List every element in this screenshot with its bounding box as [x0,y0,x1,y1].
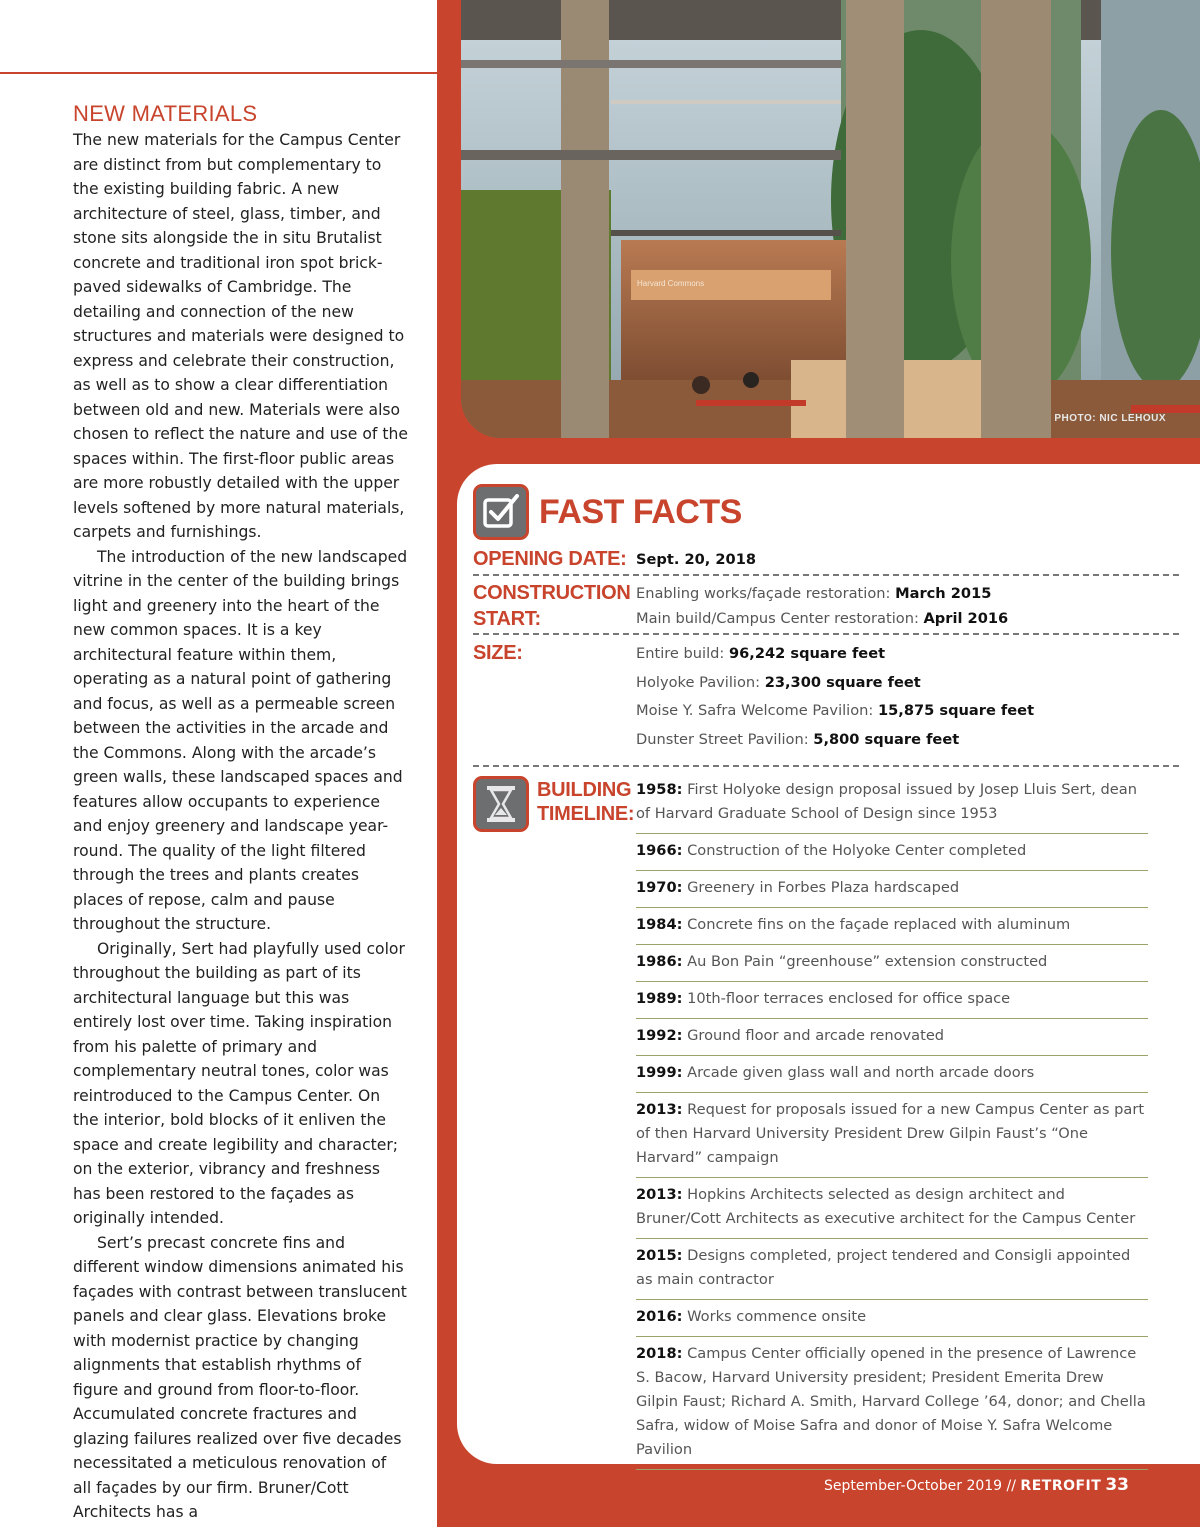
photo-credit: PHOTO: NIC LEHOUX [1054,413,1166,424]
page-footer [824,1475,1129,1495]
divider [473,633,1179,635]
paragraph: The new materials for the Campus Center are distinct from but complementary to the existing building fabric. A new architecture of steel, glass, timber, and stone sits alongside the in situ Brutalist concrete and traditional iron spot brick-paved sidewalks of Cambridge. The detailing and connection of the new structures and materials were designed to express and celebrate their construction, as well as to show a clear differentiation between old and new. Materials were also chosen to reflect the nature and use of the spaces within. The first-floor public areas are more robustly detailed with the upper levels softened by more natural materials, carpets and furnishings. [73,131,408,541]
construction-item: Main build/Campus Center restoration: April 2016 [636,610,1009,627]
timeline-event: 1992: Ground floor and arcade renovated [636,1024,1148,1056]
timeline-event: 1958: First Holyoke design proposal issued by Josep Lluis Sert, dean of Harvard Graduate School of Design since 1953 [636,778,1148,834]
size-item: Dunster Street Pavilion: 5,800 square feet [636,730,960,748]
hourglass-icon [473,776,529,832]
timeline-event: 2015: Designs completed, project tendered and Consigli appointed as main contractor [636,1244,1148,1300]
timeline-list [636,778,1148,1475]
size-item: Moise Y. Safra Welcome Pavilion: 15,875 square feet [636,702,1035,719]
commons-sign: Harvard Commons [637,279,705,288]
hourglass-icon-box [473,776,529,832]
size-item: Holyoke Pavilion: 23,300 square feet [636,673,921,691]
timeline-event: 1986: Au Bon Pain “greenhouse” extension constructed [636,950,1148,982]
construction-item: Enabling works/façade restoration: March 2015 [636,585,992,602]
timeline-event: 2013: Request for proposals issued for a new Campus Center as part of then Harvard University President Drew Gilpin Faust’s “One Harvard” campaign [636,1098,1148,1178]
timeline-event: 1984: Concrete fins on the façade replaced with aluminum [636,913,1148,945]
construction-start-label: CONSTRUCTION START: [473,582,631,630]
divider [473,574,1179,576]
magazine-name: RETROFIT [1020,1478,1102,1494]
fast-facts-box [457,464,1200,1464]
paragraph: Sert’s precast concrete fins and different window dimensions animated his façades with contrast between translucent panels and clear glass. Elevations broke with modernist practice by changing alignments that establish rhythms of figure and ground from floor-to-floor. Accumulated concrete fractures and glazing failures realized over five decades necessitated a meticulous renovation of all façades by our firm. Bruner/Cott Architects has a [73,1233,407,1521]
timeline-event: 1999: Arcade given glass wall and north arcade doors [636,1061,1148,1093]
checkbox-icon [473,484,529,540]
paragraph: Originally, Sert had playfully used color throughout the building as part of its architectural language but this was entirely lost over time. Taking inspiration from his palette of primary and complementary neutral tones, color was reintroduced to the Campus Center. On the interior, bold blocks of it enliven the space and create legibility and character; on the exterior, vibrancy and freshness has been restored to the façades as originally intended. [73,939,405,1227]
timeline-label: BUILDING TIMELINE: [537,779,635,825]
timeline-event: 1970: Greenery in Forbes Plaza hardscaped [636,876,1148,908]
interior-photo [461,0,1200,438]
page-number: 33 [1105,1475,1129,1495]
size-label: SIZE: [473,642,523,664]
issue-date: September-October 2019 // [824,1478,1021,1494]
fast-facts-header [473,484,742,540]
opening-date-value: Sept. 20, 2018 [636,551,757,568]
timeline-event: 2016: Works commence onsite [636,1305,1148,1337]
paragraph: The introduction of the new landscaped vitrine in the center of the building brings light and greenery into the heart of the new common spaces. It is a key architectural feature within them, operating as a natural point of gathering and focus, as well as a permeable screen between the activities in the arcade and the Commons. Along with the arcade’s green walls, these landscaped spaces and features allow occupants to experience and enjoy greenery and landscape year-round. The quality of the light filtered through the trees and plants creates places of repose, calm and pause throughout the structure. [73,547,408,933]
divider [473,765,1179,767]
fast-facts-title: FAST FACTS [539,492,742,531]
section-heading: NEW MATERIALS [73,101,258,126]
timeline-event: 2018: Campus Center officially opened in the presence of Lawrence S. Bacow, Harvard University president; President Emerita Drew Gilpin Faust; Richard A. Smith, Harvard College ’64, donor; and Chella Safra, widow of Moise Safra and donor of Moise Y. Safra Welcome Pavilion [636,1342,1148,1470]
opening-date-label: OPENING DATE: [473,548,627,570]
size-item: Entire build: 96,242 square feet [636,645,886,662]
timeline-event: 2013: Hopkins Architects selected as design architect and Bruner/Cott Architects as executive architect for the Campus Center [636,1183,1148,1239]
article-column [73,100,408,1525]
timeline-event: 1989: 10th-floor terraces enclosed for office space [636,987,1148,1019]
top-rule [0,72,437,74]
timeline-event: 1966: Construction of the Holyoke Center completed [636,839,1148,871]
